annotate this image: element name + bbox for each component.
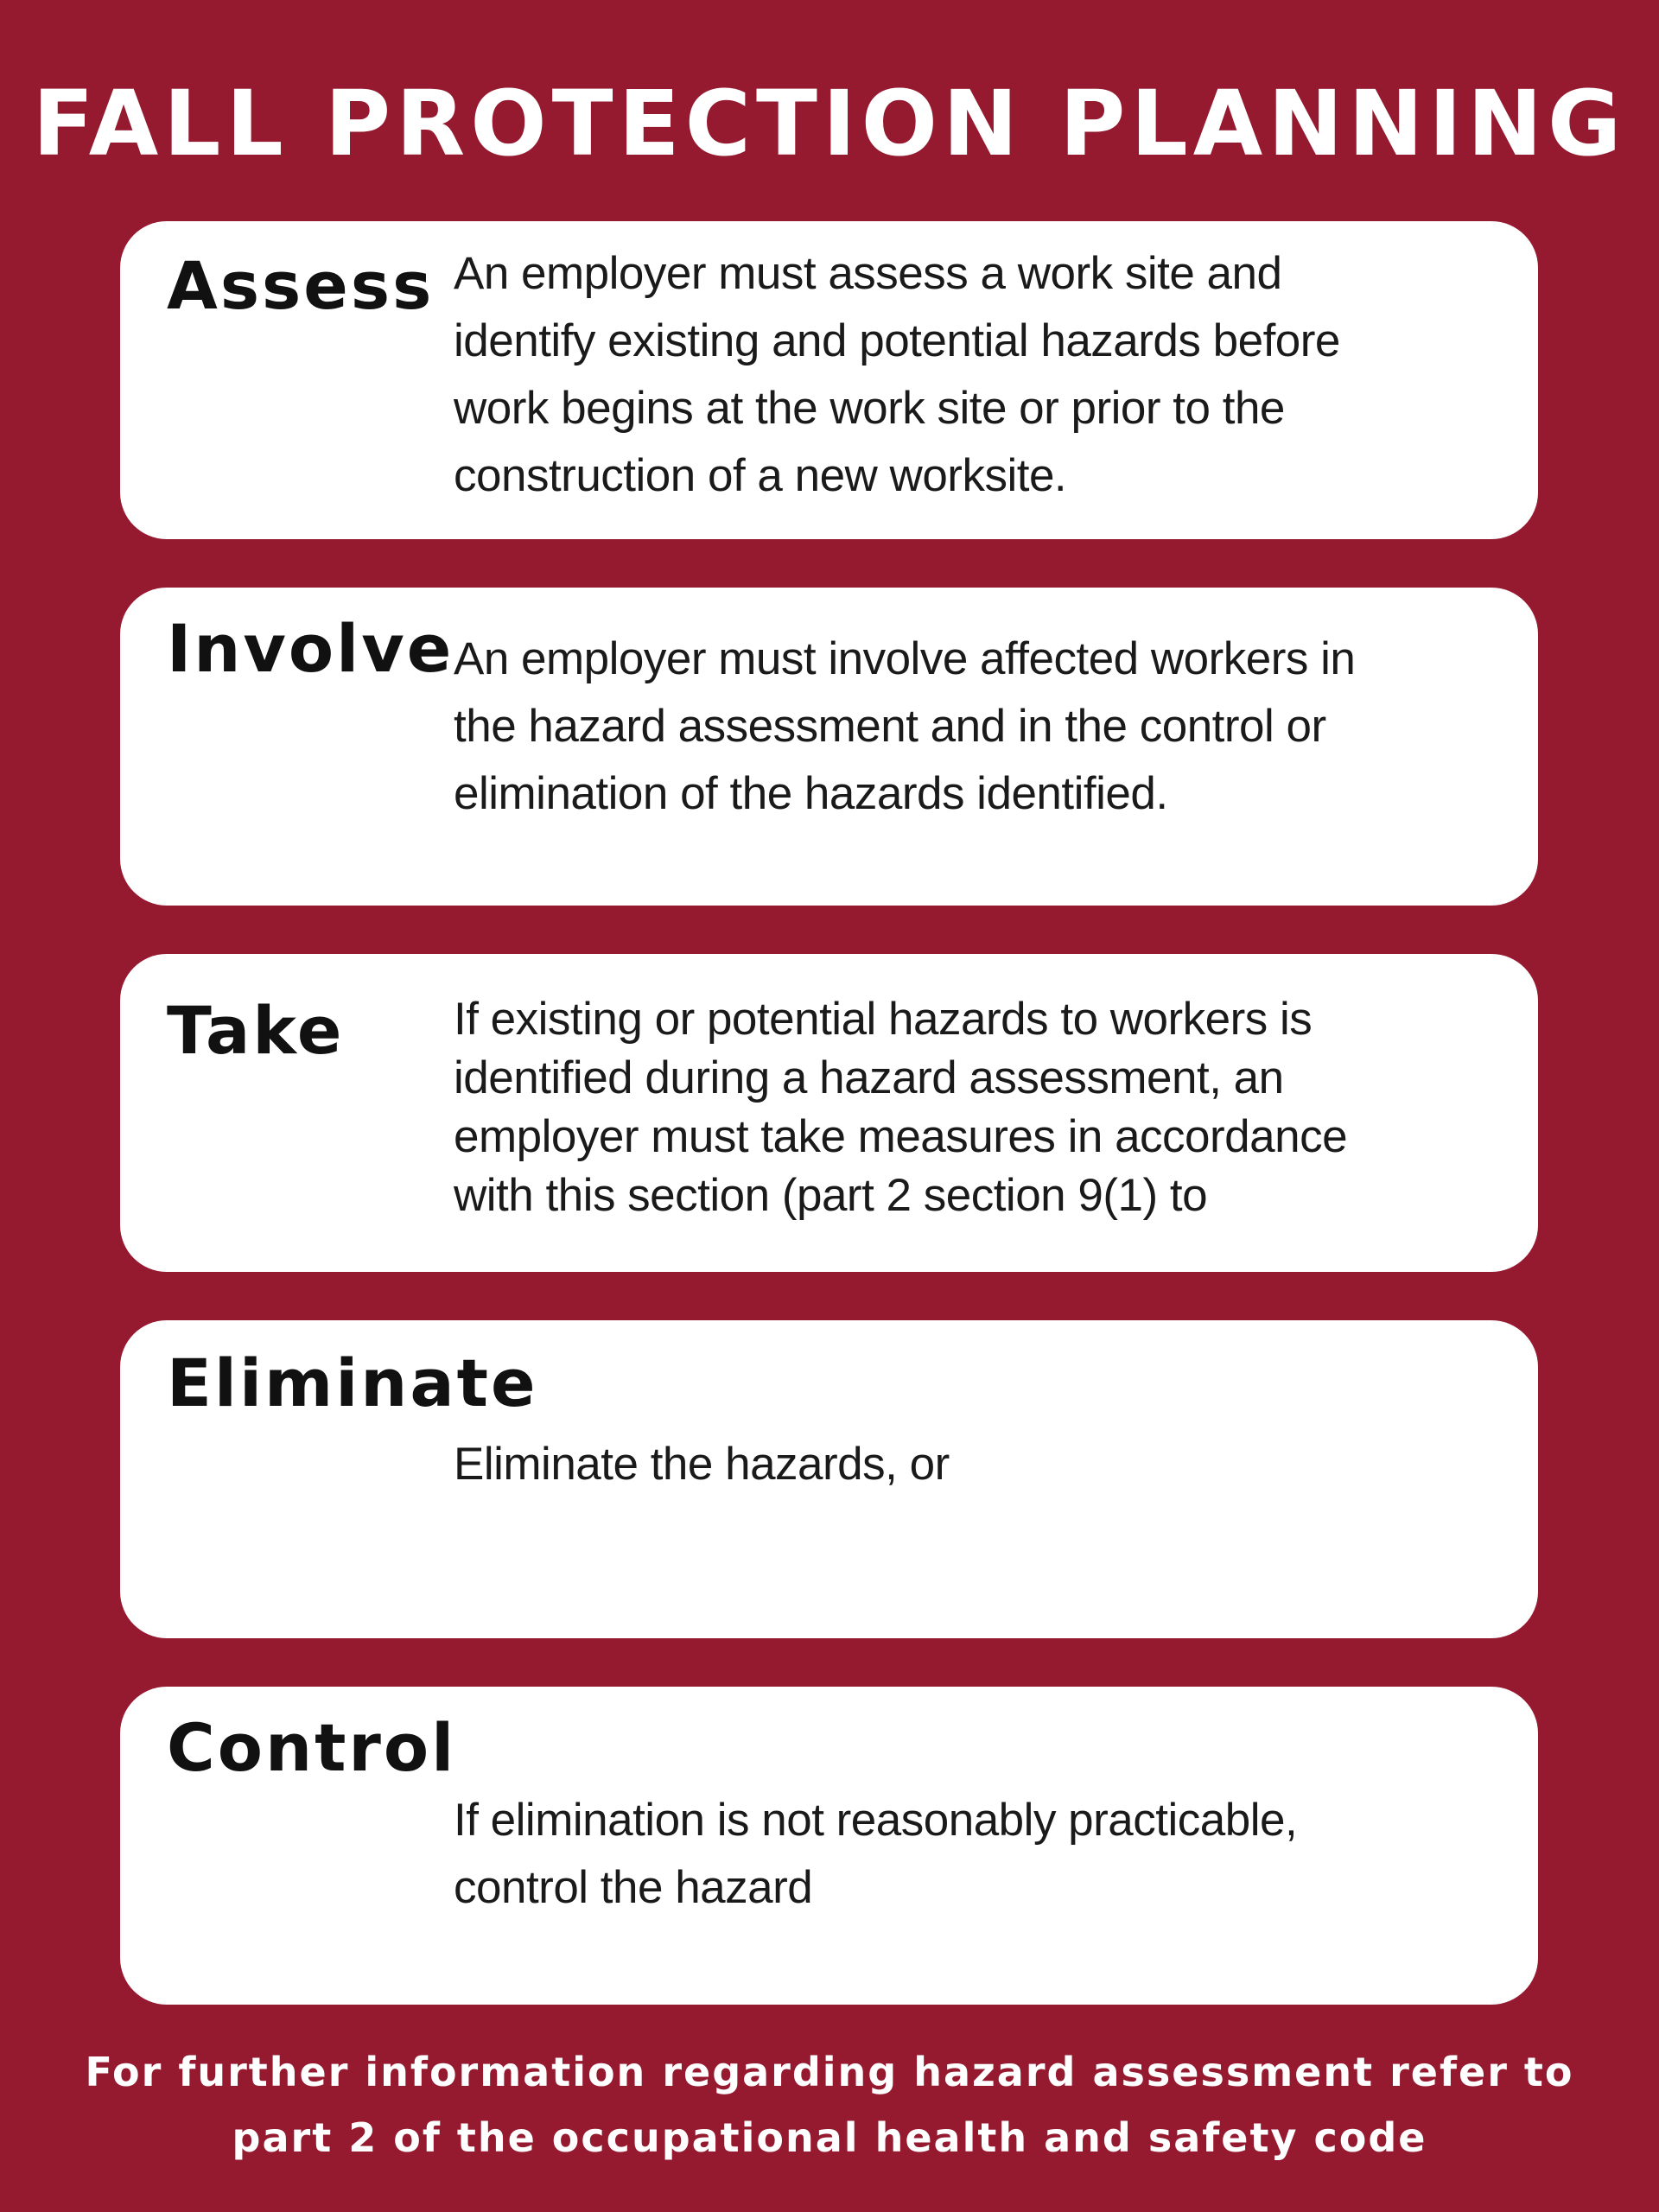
step-heading: Involve [167, 610, 454, 687]
step-card-eliminate [120, 1320, 1538, 1638]
step-heading: Assess [167, 247, 435, 324]
step-card-take [120, 954, 1538, 1272]
step-heading: Control [167, 1709, 457, 1786]
step-card-assess [120, 221, 1538, 539]
step-description: If existing or potential hazards to workers is identified during a hazard assessment, an employer must take measures in accordance with this section (part 2 section 9(1) to [454, 994, 1348, 1221]
page-title: FALL PROTECTION PLANNING [32, 71, 1627, 176]
step-description: If elimination is not reasonably practicable, control the hazard [454, 1795, 1298, 1913]
step-heading: Eliminate [167, 1344, 538, 1421]
step-description: Eliminate the hazards, or [454, 1439, 950, 1490]
step-description: An employer must assess a work site and identify existing and potential hazards before work begins at the work site or prior to the construction of a new worksite. [454, 248, 1340, 501]
step-card-control [120, 1687, 1538, 2005]
step-description: An employer must involve affected workers in the hazard assessment and in the control or elimination of the hazards identified. [454, 633, 1356, 819]
step-card-involve [120, 588, 1538, 906]
footer-note: For further information regarding hazard assessment refer to part 2 of the occupational health and safety code [85, 2049, 1574, 2161]
step-heading: Take [167, 992, 345, 1069]
